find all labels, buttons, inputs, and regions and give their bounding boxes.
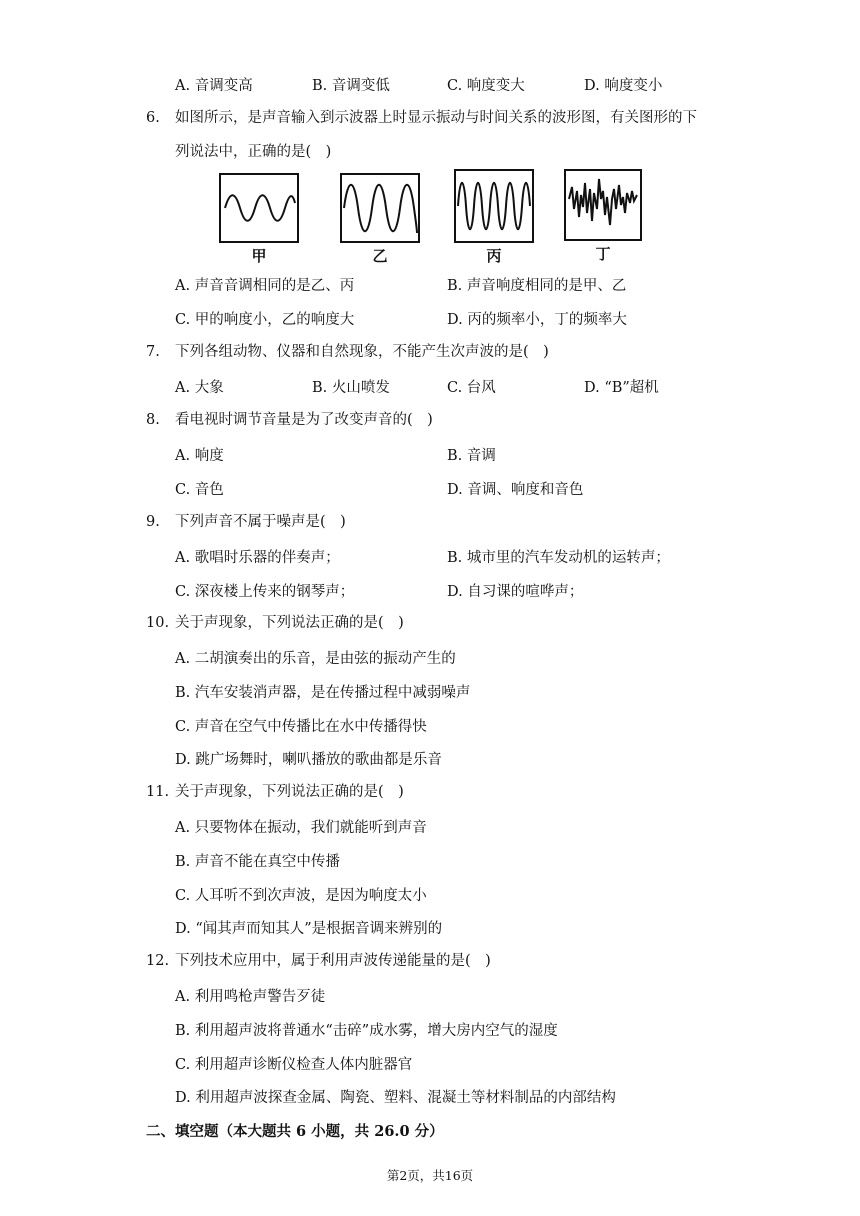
- q8-option-a: A. 响度: [175, 448, 224, 464]
- q8-stem: 看电视时调节音量是为了改变声音的( ): [175, 412, 433, 428]
- q9-option-d: D. 自习课的喧哗声；: [447, 584, 584, 600]
- q7-number: 7.: [146, 344, 160, 360]
- q11-option-d: D. “闻其声而知其人”是根据音调来辨别的: [175, 921, 443, 937]
- q12-option-c: C. 利用超声诊断仪检查人体内脏器官: [175, 1057, 413, 1073]
- waveform-bing: [454, 169, 534, 243]
- label-yi: 乙: [372, 247, 388, 265]
- q12-option-a: A. 利用鸣枪声警告歹徒: [175, 989, 326, 1005]
- q6-stem-line2: 列说法中，正确的是( ): [175, 144, 332, 160]
- q9-stem: 下列声音不属于噪声是( ): [175, 514, 346, 530]
- q9-option-c: C. 深夜楼上传来的钢琴声；: [175, 584, 355, 600]
- q6-number: 6.: [146, 110, 160, 126]
- waveform-ding: [564, 169, 642, 241]
- q12-stem: 下列技术应用中，属于利用声波传递能量的是( ): [175, 953, 491, 969]
- q8-option-d: D. 音调、响度和音色: [447, 482, 584, 498]
- q12-number: 12.: [146, 953, 170, 969]
- q5-option-d: D. 响度变小: [584, 78, 663, 94]
- q7-option-c: C. 台风: [447, 380, 496, 396]
- label-bing: 丙: [486, 247, 502, 265]
- section-heading-fill-in: 二、填空题（本大题共 6 小题，共 26.0 分）: [146, 1123, 444, 1140]
- waveform-yi: [340, 173, 420, 243]
- q10-option-d: D. 跳广场舞时，喇叭播放的歌曲都是乐音: [175, 752, 442, 768]
- q7-stem: 下列各组动物、仪器和自然现象，不能产生次声波的是( ): [175, 344, 549, 360]
- q10-option-c: C. 声音在空气中传播比在水中传播得快: [175, 719, 427, 735]
- label-jia: 甲: [251, 247, 267, 265]
- q11-option-c: C. 人耳听不到次声波，是因为响度太小: [175, 888, 427, 904]
- q12-option-b: B. 利用超声波将普通水“击碎”成水雾，增大房内空气的湿度: [175, 1023, 558, 1039]
- q6-option-a: A. 声音音调相同的是乙、丙: [175, 278, 355, 294]
- q10-option-a: A. 二胡演奏出的乐音，是由弦的振动产生的: [175, 651, 456, 667]
- q12-option-d: D. 利用超声波探查金属、陶瓷、塑料、混凝土等材料制品的内部结构: [175, 1090, 616, 1106]
- q8-option-c: C. 音色: [175, 482, 224, 498]
- waveform-jia: [219, 173, 299, 243]
- q8-option-b: B. 音调: [447, 448, 496, 464]
- q11-option-a: A. 只要物体在振动，我们就能听到声音: [175, 820, 427, 836]
- q5-option-a: A. 音调变高: [175, 78, 253, 94]
- q7-option-b: B. 火山喷发: [312, 380, 390, 396]
- q9-option-a: A. 歌唱时乐器的伴奏声；: [175, 550, 340, 566]
- q10-option-b: B. 汽车安装消声器，是在传播过程中减弱噪声: [175, 685, 471, 701]
- q11-stem: 关于声现象，下列说法正确的是( ): [175, 784, 404, 800]
- q7-option-d: D. “B”超机: [584, 380, 659, 396]
- q6-option-b: B. 声音响度相同的是甲、乙: [447, 278, 627, 294]
- q5-option-c: C. 响度变大: [447, 78, 525, 94]
- q10-number: 10.: [146, 615, 170, 631]
- page-footer: 第2页，共16页: [386, 1168, 474, 1183]
- q6-option-c: C. 甲的响度小，乙的响度大: [175, 312, 355, 328]
- q9-number: 9.: [146, 514, 160, 530]
- q7-option-a: A. 大象: [175, 380, 224, 396]
- q8-number: 8.: [146, 412, 160, 428]
- q5-option-b: B. 音调变低: [312, 78, 390, 94]
- q6-stem-line1: 如图所示，是声音输入到示波器上时显示振动与时间关系的波形图，有关图形的下: [175, 110, 697, 126]
- q10-stem: 关于声现象，下列说法正确的是( ): [175, 615, 404, 631]
- q9-option-b: B. 城市里的汽车发动机的运转声；: [447, 550, 670, 566]
- q6-option-d: D. 丙的频率小，丁的频率大: [447, 312, 627, 328]
- q11-option-b: B. 声音不能在真空中传播: [175, 854, 340, 870]
- waveform-figure: [214, 165, 654, 267]
- label-ding: 丁: [595, 245, 611, 263]
- q11-number: 11.: [146, 784, 170, 800]
